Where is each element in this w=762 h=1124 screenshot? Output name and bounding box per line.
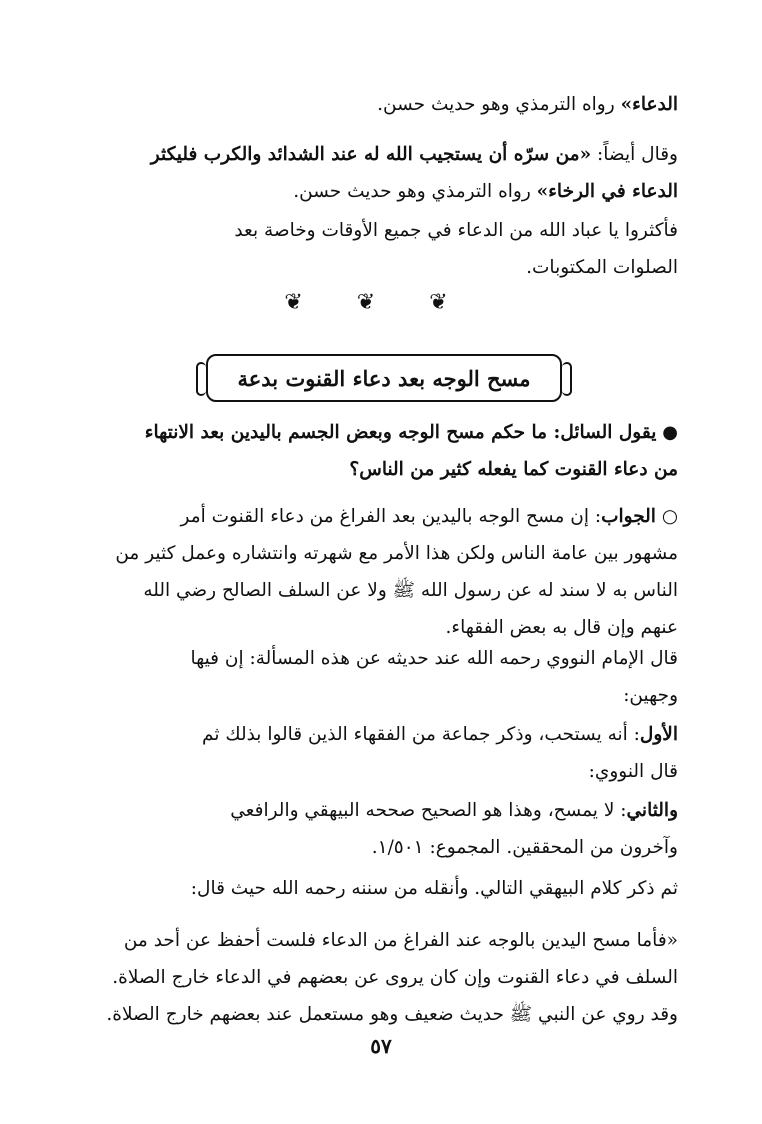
bold-text: «من سرّه أن يستجيب الله له عند الشدائد والكرب فليكثر: [150, 144, 592, 165]
text-line: الناس به لا سند له عن رسول الله ﷺ ولا عن السلف الصالح رضي الله: [143, 580, 678, 601]
text-span: رواه الترمذي وهو حديث حسن.: [293, 181, 537, 202]
text-line: [84, 136, 678, 173]
text-line: [84, 86, 678, 123]
section-divider-ornament: [0, 290, 762, 315]
floral-ornament-icon: ❦: [429, 290, 478, 315]
first-label: الأول: [639, 724, 678, 745]
circle-marker-icon: ○: [661, 506, 678, 527]
nawawi-paragraph: [84, 640, 678, 714]
text-line: «فأما مسح اليدين بالوجه عند الفراغ من الدعاء فلست أحفظ عن أحد من: [123, 930, 678, 951]
bold-text: يقول السائل: ما حكم مسح الوجه وبعض الجسم باليدين بعد الانتهاء: [144, 422, 657, 443]
text-span: وقال أيضاً:: [591, 144, 678, 165]
text-line: السلف في دعاء القنوت وإن كان يروى عن بعضهم في الدعاء خارج الصلاة.: [112, 967, 678, 988]
text-line: قال الإمام النووي رحمه الله عند حديثه عن هذه المسألة: إن فيها: [190, 648, 678, 669]
text-line: مشهور بين عامة الناس ولكن هذا الأمر مع شهرته وانتشاره وعمل كثير من: [115, 543, 678, 564]
text-line: [84, 414, 678, 451]
text-line: قال النووي:: [588, 761, 678, 782]
bold-text: الدعاء في الرخاء»: [536, 181, 678, 202]
paragraph-hadith: [84, 136, 678, 210]
floral-ornament-icon: ❦: [284, 290, 333, 315]
text-span: : إن مسح الوجه باليدين بعد الفراغ من دعاء القنوت أمر: [180, 506, 602, 527]
floral-ornament-icon: ❦: [356, 290, 406, 315]
text-line: [84, 792, 678, 829]
section-title: مسح الوجه بعد دعاء القنوت بدعة: [237, 365, 531, 391]
second-view-paragraph: [84, 792, 678, 866]
paragraph-intro: [84, 86, 678, 123]
text-line: وآخرون من المحققين. المجموع: ١/٥٠١.: [371, 837, 678, 858]
first-view-paragraph: [84, 716, 678, 790]
text-line: وقد روي عن النبي ﷺ حديث ضعيف وهو مستعمل عند بعضهم خارج الصلاة.: [106, 1004, 678, 1025]
answer-label: الجواب: [601, 506, 656, 527]
text-line: [84, 451, 678, 488]
paragraph-exhortation: [84, 212, 678, 286]
text-line: [84, 498, 678, 535]
text-line: الصلوات المكتوبات.: [526, 257, 678, 278]
second-label: والثاني: [626, 800, 678, 821]
text-line: ثم ذكر كلام البيهقي التالي. وأنقله من سننه رحمه الله حيث قال:: [190, 878, 678, 899]
section-title-box: [206, 354, 562, 402]
text-line: وجهين:: [623, 685, 678, 706]
bullet-icon: ●: [662, 422, 678, 443]
text-line: [84, 716, 678, 753]
text-line: عنهم وإن قال به بعض الفقهاء.: [445, 617, 678, 638]
text-span: : لا يمسح، وهذا هو الصحيح صححه البيهقي والرافعي: [230, 800, 627, 821]
bold-text: من دعاء القنوت كما يفعله كثير من الناس؟: [349, 459, 678, 480]
page-number: ٥٧: [370, 1034, 392, 1058]
bayhaqi-paragraph: [84, 870, 678, 907]
text-line: [84, 173, 678, 210]
quote-paragraph: [84, 922, 678, 1033]
bold-text: الدعاء»: [620, 94, 678, 115]
text-span: : أنه يستحب، وذكر جماعة من الفقهاء الذين قالوا بذلك ثم: [202, 724, 640, 745]
question-paragraph: [84, 414, 678, 488]
answer-paragraph: [84, 498, 678, 646]
text-line: فأكثروا يا عباد الله من الدعاء في جميع الأوقات وخاصة بعد: [234, 220, 678, 241]
text-span: رواه الترمذي وهو حديث حسن.: [377, 94, 621, 115]
